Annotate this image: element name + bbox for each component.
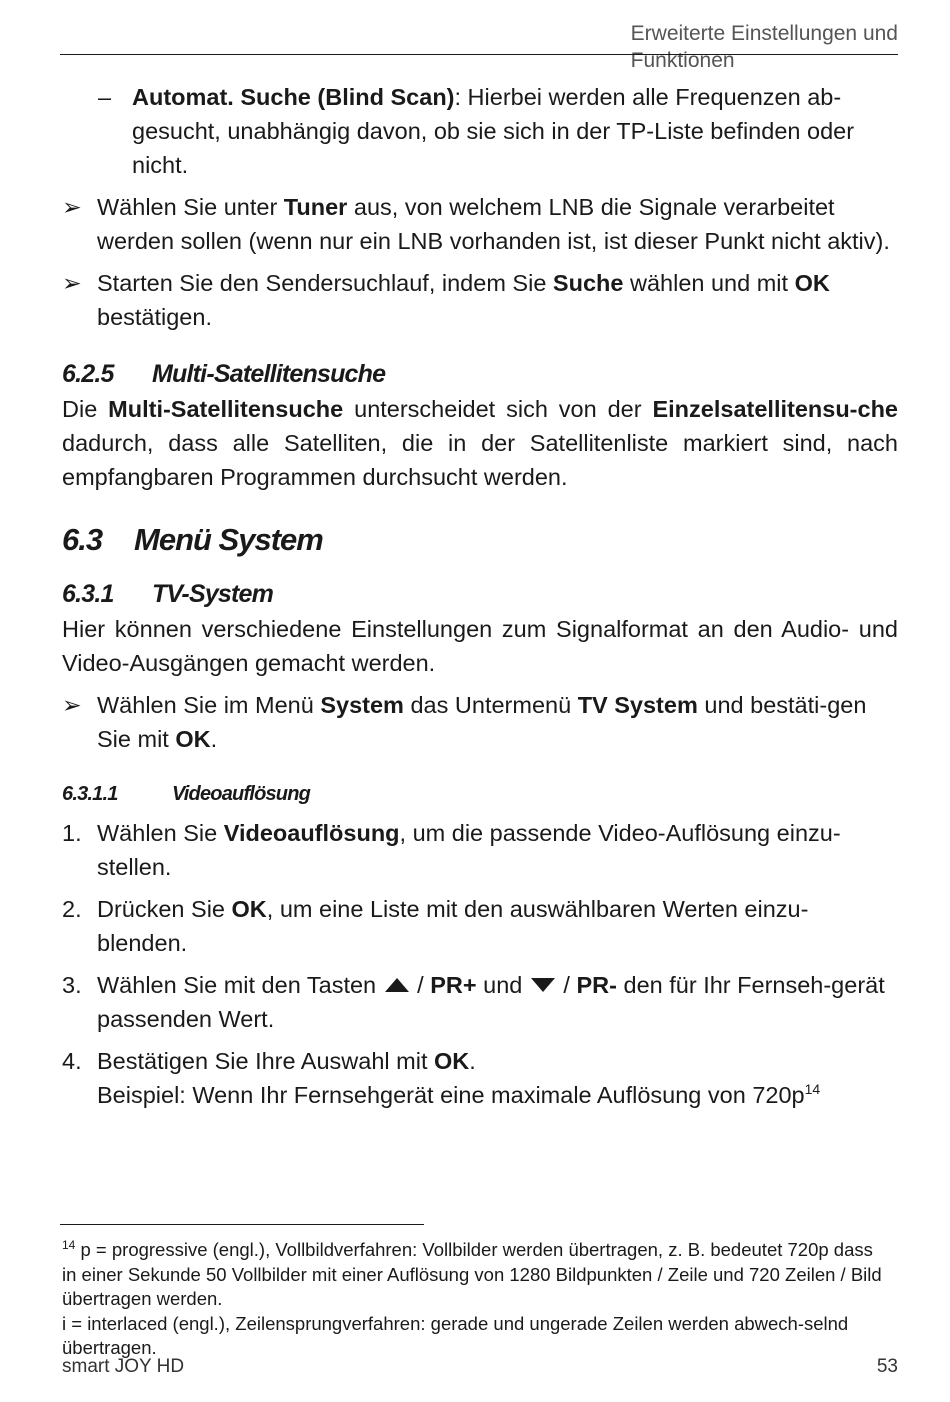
step-4-example: Beispiel: Wenn Ihr Fernsehgerät eine maximale Auflösung von 720p [97,1082,805,1108]
step-number: 1. [62,820,82,846]
header-rule [60,54,898,55]
numbered-step-4: 4. Bestätigen Sie Ihre Auswahl mit OK. Beispiel: Wenn Ihr Fernsehgerät eine maximale Auflösung von $720p^{14}$ [62,1044,898,1112]
footnote-reference[interactable]: 14 [804,1081,821,1098]
numbered-step-3: 3. Wählen Sie mit den Tasten / PR+ und / PR- den für Ihr Fernseh-gerät passenden Wert. [62,968,898,1036]
footnote-progressive: $^{14}$ p = progressive (engl.), Vollbildverfahren: Vollbilder werden übertragen, z. B. bedeutet 720p dass in einer Sekunde 50 Vollbilder mit einer Auflösung von 1280 Bildpunkten / Zeile und 720 Zeilen / Bild übertragen werden. [62,1237,882,1309]
heading-number: 6.3.1 [62,580,114,608]
heading-6-3 [62,518,898,562]
heading-number: 6.2.5 [62,360,114,388]
arrow-marker-icon: ➢ [62,194,82,220]
footnote-rule [60,1224,424,1225]
running-header [630,20,898,72]
arrow-marker-icon: ➢ [62,270,82,296]
paragraph-multi-satellite: Die Multi-Satellitensuche unterscheidet sich von der Einzelsatellitensu-che dadurch, dass alle Satelliten, die in der Satellitenliste markiert sind, nach empfangbaren Programmen durchsucht werden. [62,396,898,490]
heading-title: Menü System [134,522,323,557]
footer-page-number: 53 [876,1356,898,1377]
step-number: 3. [62,972,82,998]
heading-6-2-5 [62,356,898,392]
paragraph-tv-system: Hier können verschiedene Einstellungen zum Signalformat an den Audio- und Video-Ausgängen gemacht werden. [62,616,898,676]
arrow-down-icon [531,978,555,992]
heading-title: Multi-Satellitensuche [152,360,386,388]
footnote-interlaced: i = interlaced (engl.), Zeilensprungverfahren: gerade und ungerade Zeilen werden abwech-selnd übertragen. [62,1312,849,1358]
step-number: 2. [62,896,82,922]
footnote-number: 14 [62,1237,76,1252]
dash-list-item [98,80,898,182]
step-number: 4. [62,1048,82,1074]
heading-6-3-1 [62,576,898,612]
heading-title: TV-System [152,580,274,608]
arrow-list-item-tuner: ➢ Wählen Sie unter Tuner aus, von welchem LNB die Signale verarbeitet werden sollen (wenn nur ein LNB vorhanden ist, ist dieser Punkt nicht aktiv). [62,190,898,258]
running-header-line1: Erweiterte Einstellungen und [630,22,898,45]
heading-number: 6.3 [62,522,103,557]
footnote [62,1238,882,1361]
arrow-up-icon [385,978,409,992]
arrow-list-item-search: ➢ Starten Sie den Sendersuchlauf, indem Sie Suche wählen und mit OK bestätigen. [62,266,898,334]
numbered-step-2: 2. Drücken Sie OK, um eine Liste mit den auswählbaren Werten einzu-blenden. [62,892,898,960]
heading-6-3-1-1 [62,778,898,810]
arrow-marker-icon: ➢ [62,692,82,718]
dash-marker: – [98,84,112,110]
heading-title: Videoauflösung [172,783,311,805]
footer-product-name: smart JOY HD [62,1356,185,1377]
numbered-step-1: 1. Wählen Sie Videoauflösung, um die passende Video-Auflösung einzu-stellen. [62,816,898,884]
dash-item-bold: Automat. Suche (Blind Scan) [132,84,455,110]
running-header-line2: Funktionen [630,49,735,72]
arrow-list-item-tv-system: ➢ Wählen Sie im Menü System das Untermenü TV System und bestäti-gen Sie mit OK. [62,688,898,756]
main-content [62,80,898,1112]
dash-item-text: : Hierbei werden alle Frequenzen ab-gesucht, unabhängig davon, ob sie sich in der TP-Liste befinden oder nicht. [132,84,855,178]
heading-number: 6.3.1.1 [62,783,118,805]
